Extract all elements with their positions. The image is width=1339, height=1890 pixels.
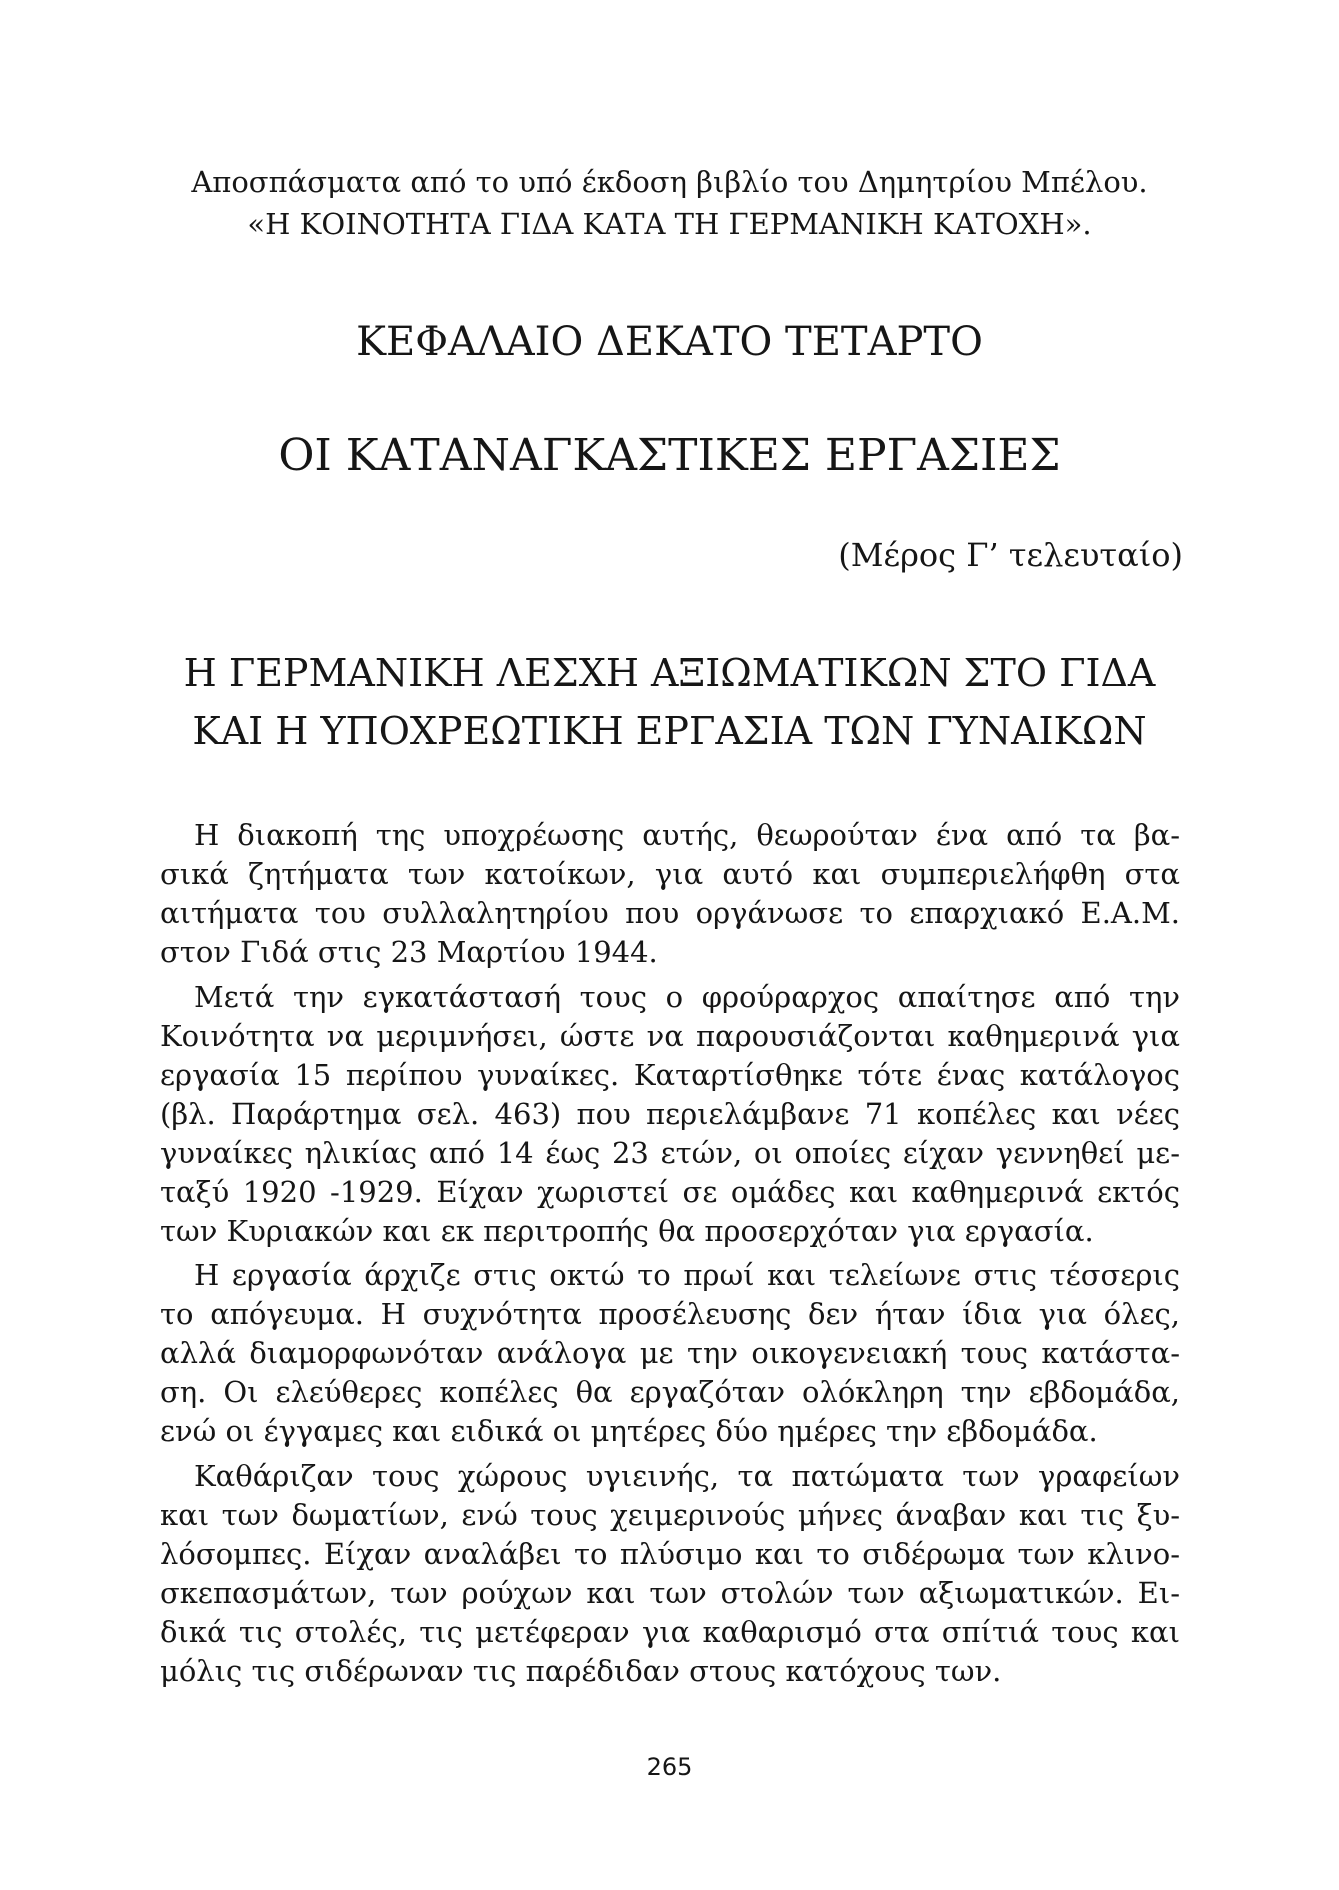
paragraph-4-line-3: λόσομπες. Είχαν αναλάβει το πλύσιμο και το σιδέρωμα των κλινο- bbox=[160, 1537, 1180, 1571]
paragraph-3-line-5: ενώ οι έγγαμες και ειδικά οι μητέρες δύο ημέρες την εβδομάδα. bbox=[160, 1414, 1098, 1448]
paragraph-1-line-1: Η διακοπή της υποχρέωσης αυτής, θεωρούταν ένα από τα βα- bbox=[194, 818, 1180, 852]
paragraph-3-line-2: το απόγευμα. Η συχνότητα προσέλευσης δεν ήταν ίδια για όλες, bbox=[160, 1297, 1180, 1331]
paragraph-3-line-3: αλλά διαμορφωνόταν ανάλογα με την οικογενειακή τους κατάστα- bbox=[160, 1336, 1180, 1370]
paragraph-2-line-3: εργασία 15 περίπου γυναίκες. Καταρτίσθηκε τότε ένας κατάλογος bbox=[160, 1058, 1180, 1092]
paragraph-4-line-2: και των δωματίων, ενώ τους χειμερινούς μήνες άναβαν και τις ξυ- bbox=[160, 1498, 1180, 1532]
paragraph-1-line-2: σικά ζητήματα των κατοίκων, για αυτό και συμπεριελήφθη στα bbox=[160, 857, 1180, 891]
page-number: 265 bbox=[646, 1753, 693, 1781]
paragraph-2-line-5: γυναίκες ηλικίας από 14 έως 23 ετών, οι οποίες είχαν γεννηθεί με- bbox=[160, 1136, 1180, 1170]
section-heading-line-1: Η ΓΕΡΜΑΝΙΚΗ ΛΕΣΧΗ ΑΞΙΩΜΑΤΙΚΩΝ ΣΤΟ ΓΙΔΑ bbox=[183, 651, 1156, 695]
chapter-number: ΚΕΦΑΛΑΙΟ ΔΕΚΑΤΟ ΤΕΤΑΡΤΟ bbox=[356, 319, 983, 365]
paragraph-2-line-7: των Κυριακών και εκ περιτροπής θα προσερχόταν για εργασία. bbox=[160, 1214, 1094, 1248]
paragraph-3-line-4: ση. Οι ελεύθερες κοπέλες θα εργαζόταν ολόκληρη την εβδομάδα, bbox=[160, 1375, 1180, 1409]
paragraph-3-line-1: Η εργασία άρχιζε στις οκτώ το πρωί και τελείωνε στις τέσσερις bbox=[194, 1258, 1180, 1292]
paragraph-4-line-4: σκεπασμάτων, των ρούχων και των στολών των αξιωματικών. Ει- bbox=[160, 1576, 1180, 1610]
chapter-title: ΟΙ ΚΑΤΑΝΑΓΚΑΣΤΙΚΕΣ ΕΡΓΑΣΙΕΣ bbox=[278, 430, 1061, 481]
paragraph-2-line-2: Κοινότητα να μεριμνήσει, ώστε να παρουσιάζονται καθημερινά για bbox=[160, 1019, 1180, 1053]
paragraph-1-line-4: στον Γιδά στις 23 Μαρτίου 1944. bbox=[160, 935, 658, 969]
paragraph-1-line-3: αιτήματα του συλλαλητηρίου που οργάνωσε το επαρχιακό Ε.Α.Μ. bbox=[160, 896, 1180, 930]
paragraph-2-line-1: Μετά την εγκατάστασή τους ο φρούραρχος απαίτησε από την bbox=[194, 980, 1180, 1014]
section-heading-line-2: ΚΑΙ Η ΥΠΟΧΡΕΩΤΙΚΗ ΕΡΓΑΣΙΑ ΤΩΝ ΓΥΝΑΙΚΩΝ bbox=[192, 709, 1147, 753]
paragraph-2-line-4: (βλ. Παράρτημα σελ. 463) που περιελάμβανε 71 κοπέλες και νέες bbox=[160, 1097, 1180, 1131]
paragraph-4-line-5: δικά τις στολές, τις μετέφεραν για καθαρισμό στα σπίτιά τους και bbox=[160, 1615, 1180, 1649]
chapter-part-subtitle: (Μέρος Γ’ τελευταίο) bbox=[838, 536, 1183, 574]
header-line-1: Αποσπάσματα από το υπό έκδοση βιβλίο του Δημητρίου Μπέλου. bbox=[191, 165, 1148, 199]
paragraph-2-line-6: ταξύ 1920 -1929. Είχαν χωριστεί σε ομάδες και καθημερινά εκτός bbox=[160, 1175, 1180, 1209]
paragraph-4-line-1: Καθάριζαν τους χώρους υγιεινής, τα πατώματα των γραφείων bbox=[194, 1459, 1180, 1493]
header-line-2: «Η ΚΟΙΝΟΤΗΤΑ ΓΙΔΑ ΚΑΤΑ ΤΗ ΓΕΡΜΑΝΙΚΗ ΚΑΤΟΧΗ». bbox=[247, 207, 1092, 241]
paragraph-4-line-6: μόλις τις σιδέρωναν τις παρέδιδαν στους κατόχους των. bbox=[160, 1654, 1002, 1688]
